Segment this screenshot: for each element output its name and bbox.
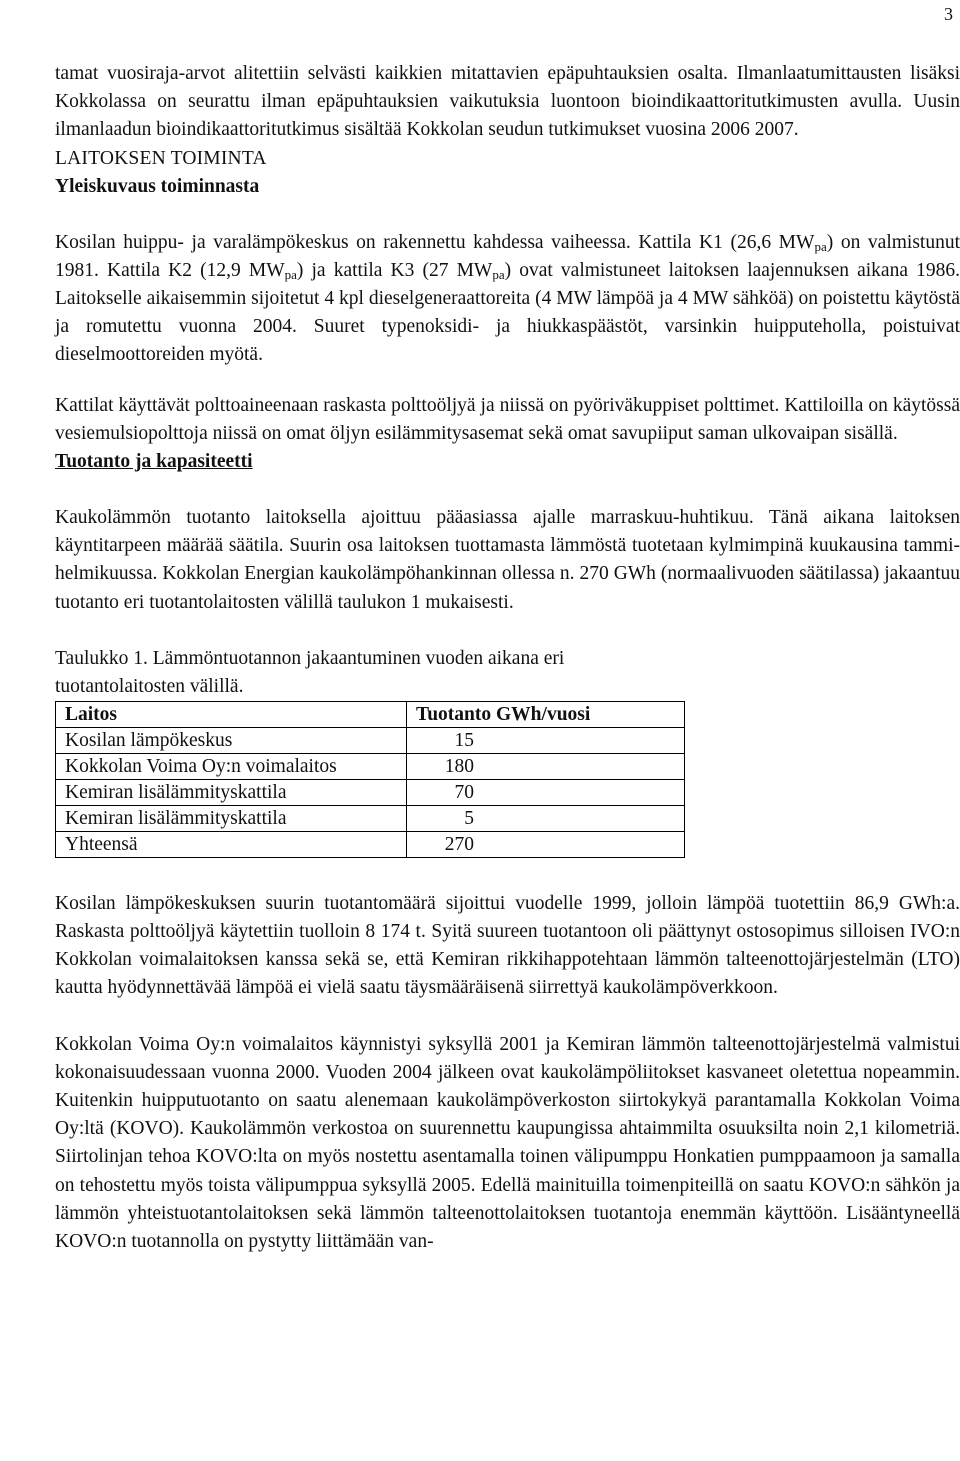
table-row bbox=[56, 779, 685, 805]
production-paragraph-3: Kokkolan Voima Oy:n voimalaitos käynnistyi syksyllä 2001 ja Kemiran lämmön talteenottojärjestelmä valmistui kokonaisuudessaan vuonna 2000. Vuoden 2004 jälkeen ovat kaukolämpöliitokset kasvaneet oletettua nopeammin. Kuitenkin huipputuotanto on saatu alenemaan kaukolämpöverkoston siirtokykyä parantamalla Kokkolan Voima Oy:ltä (KOVO). Kaukolämmön verkostoa on suurennettu kaupungissa ahtaimmilta osuuksilta noin 2,1 kilometriä. Siirtolinjan tehoa KOVO:lta on myös nostettu asentamalla toinen välipumppu Honkatien pumppaamoon ja samalla on tehostettu myös toista välipumppua syksyllä 2005. Edellä mainituilla toimenpiteillä on saatu KOVO:n sähkön ja lämmön yhteistuotantolaitoksen sekä lämmön talteenottolaitoksen tuotantoja enemmän käyttöön. Lisääntyneellä KOVO:n tuotannolla on pystytty liittämään van- bbox=[55, 1033, 960, 1253]
table-cell-plant: Kemiran lisälämmityskattila bbox=[56, 779, 407, 805]
table-row bbox=[56, 805, 685, 831]
subscript-pa: pa bbox=[814, 238, 827, 254]
table-cell-plant: Yhteensä bbox=[56, 831, 407, 857]
page-number: 3 bbox=[944, 4, 953, 24]
table-cell-value: 70 bbox=[407, 779, 685, 805]
table-cell-value: 180 bbox=[407, 753, 685, 779]
table-header-cell: Laitos bbox=[56, 701, 407, 727]
overview-paragraph-1: Kosilan huippu- ja varalämpökeskus on rakennettu kahdessa vaiheessa. Kattila K1 (26,6 $MW_{pa}$) on valmistunut 1981. Kattila K2 (12,9 $MW_{pa}$) ja kattila K3 (27 $MW_{pa}$) ovat valmistuneet laitoksen laajennuksen aikana 1986. Laitokselle aikaisemmin sijoitetut 4 kpl dieselgeneraattoreita (4 MW lämpöä ja 4 MW sähköä) on poistettu käytöstä ja romutettu vuonna 2004. Suuret typenoksidi- ja hiukkaspäästöt, varsinkin huipputeholla, poistuivat dieselmoottoreiden myötä. bbox=[55, 231, 960, 366]
table-cell-plant: Kokkolan Voima Oy:n voimalaitos bbox=[56, 753, 407, 779]
production-heading: Tuotanto ja kapasiteetti bbox=[55, 451, 253, 473]
production-paragraph-2: Kosilan lämpökeskuksen suurin tuotantomäärä sijoittui vuodelle 1999, jolloin lämpöä tuotettiin 86,9 GWh:a. Raskasta polttoöljyä käytettiin tuolloin 8 174 t. Syitä suureen tuotantoon oli päättynyt ostosopimus silloisen IVO:n Kokkolan voimalaitoksen kanssa sekä se, että Kemiran rikkihappotehtaan lämmön talteenottojärjestelmän (LTO) kautta hyödynnettävää lämpöä ei vielä saatu täysmääräisenä siirrettyä kaukolämpöverkkoon. bbox=[55, 892, 960, 999]
table-cell-value: 270 bbox=[407, 831, 685, 857]
table-cell-value: 15 bbox=[407, 727, 685, 753]
table-cell-plant: Kemiran lisälämmityskattila bbox=[56, 805, 407, 831]
subscript-pa: pa bbox=[492, 266, 505, 282]
table-caption: Taulukko 1. Lämmöntuotannon jakaantuminen vuoden aikana eri tuotantolaitosten välillä. bbox=[55, 647, 565, 697]
table-header-row bbox=[56, 701, 685, 727]
table-row bbox=[56, 753, 685, 779]
table-cell-plant: Kosilan lämpökeskus bbox=[56, 727, 407, 753]
overview-heading: Yleiskuvaus toiminnasta bbox=[55, 175, 260, 197]
table-row-total bbox=[56, 831, 685, 857]
production-table bbox=[55, 701, 685, 858]
production-paragraph-1: Kaukolämmön tuotanto laitoksella ajoittuu pääasiassa ajalle marraskuu-huhtikuu. Tänä aikana laitoksen käyntitarpeen määrää säätila. Suurin osa laitoksen tuottamasta lämmöstä tuotetaan kylmimpinä kuukausina tammi-helmikuussa. Kokkolan Energian kaukolämpöhankinnan ollessa n. 270 GWh (normaalivuoden säätilassa) jakaantuu tuotanto eri tuotantolaitosten välillä taulukon 1 mukaisesti. bbox=[55, 507, 960, 613]
document-body bbox=[55, 60, 960, 1256]
intro-paragraph: tamat vuosiraja-arvot alitettiin selvästi kaikkien mitattavien epäpuhtauksien osalta. Ilmanlaatumittausten lisäksi Kokkolassa on seurattu ilman epäpuhtauksien vaikutuksia luontoon bioindikaattoritutkimusten avulla. Uusin ilmanlaadun bioindikaattoritutkimus sisältää Kokkolan seudun tutkimukset vuosina 2006 2007. bbox=[55, 63, 960, 141]
section-title: LAITOKSEN TOIMINTA bbox=[55, 147, 267, 169]
table-row bbox=[56, 727, 685, 753]
subscript-pa: pa bbox=[284, 266, 297, 282]
table-header-cell: Tuotanto GWh/vuosi bbox=[407, 701, 685, 727]
overview-paragraph-2: Kattilat käyttävät polttoaineenaan raskasta polttoöljyä ja niissä on pyöriväkuppiset polttimet. Kattiloilla on käytössä vesiemulsiopolttoja niissä on omat öljyn esilämmitysasemat sekä omat savupiiput saman ulkovaipan sisällä. bbox=[55, 394, 960, 444]
table-cell-value: 5 bbox=[407, 805, 685, 831]
